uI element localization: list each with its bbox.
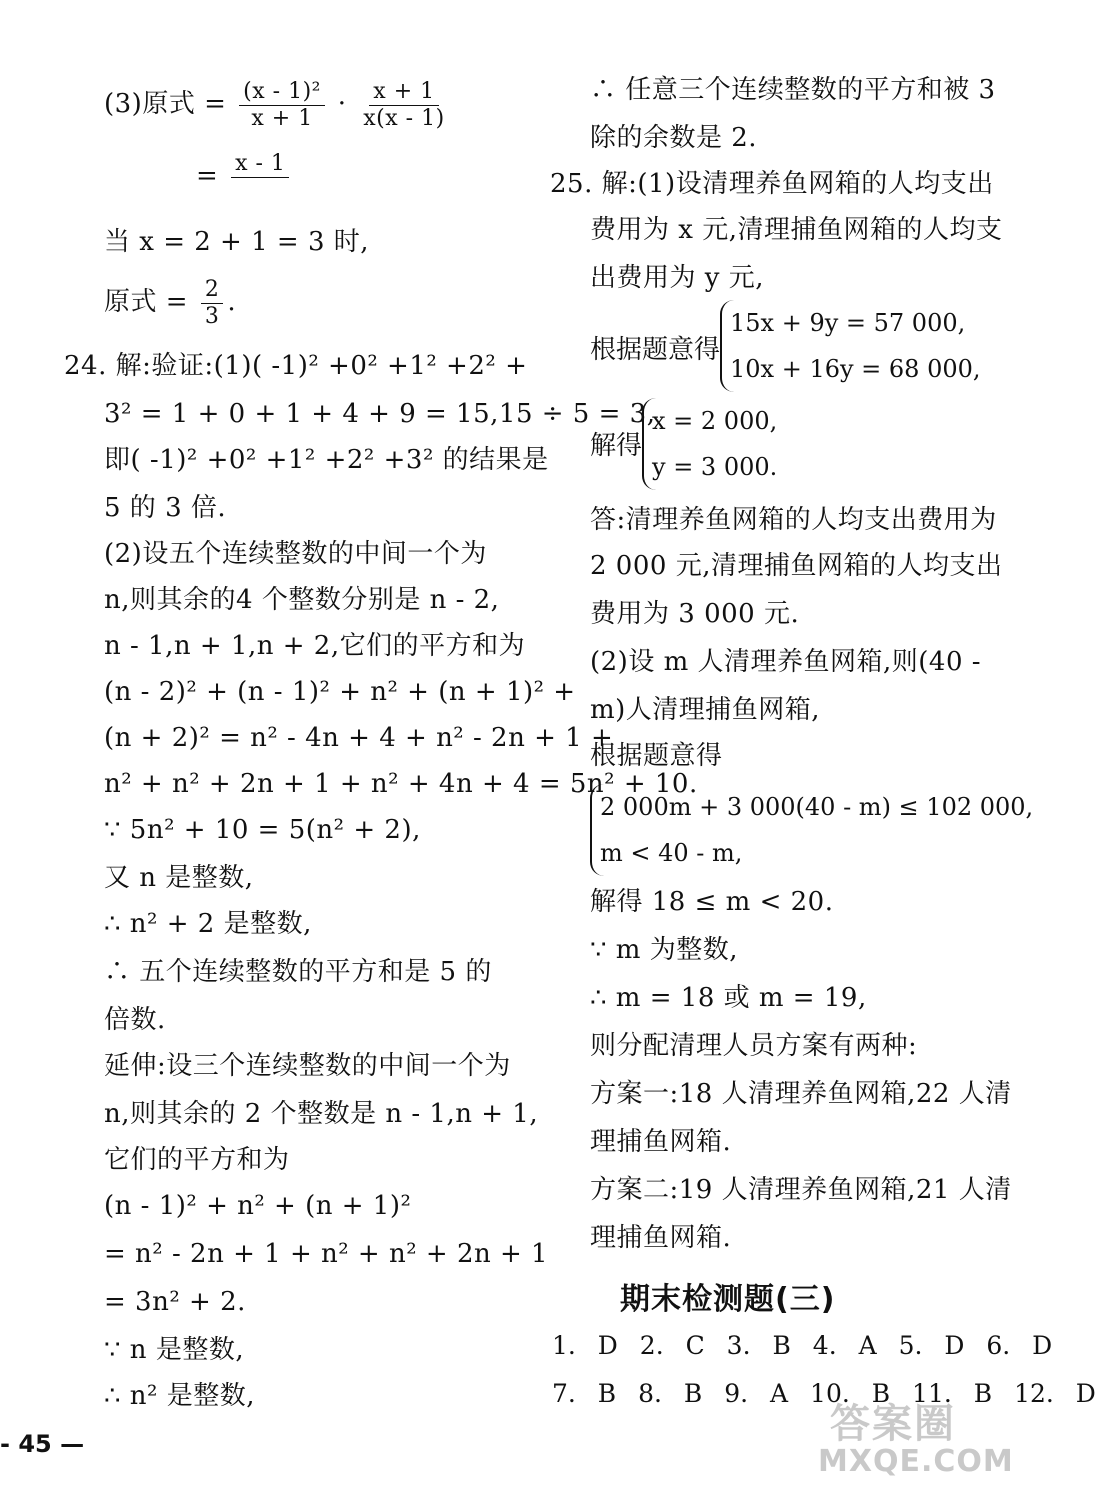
system-2-label: 解得 — [590, 431, 643, 461]
q25-plan-1a: 方案一:18 人清理养鱼网箱,22 人清 — [590, 1079, 1012, 1109]
q25-answer-3: 费用为 3 000 元. — [590, 599, 800, 629]
q25-line-3: 出费用为 y 元, — [590, 263, 764, 293]
r-line-2: 除的余数是 2. — [590, 123, 758, 153]
q25-part2-3: 根据题意得 — [590, 741, 723, 771]
section-title: 期末检测题(三) — [620, 1282, 836, 1317]
answers-row-2: 7. B 8. B 9. A 10. B 11. B 12. D — [552, 1379, 1096, 1408]
inequality-2: m < 40 - m, — [600, 839, 743, 867]
q25-solve: 解得 18 ≤ m < 20. — [590, 887, 834, 917]
q23-fraction-2: $\frac{x + 1}{x(x - 1)}$ — [363, 78, 445, 131]
q24-line-22: ∵ n 是整数, — [104, 1335, 245, 1365]
q24-line-2: 3² = 1 + 0 + 1 + 4 + 9 = 15,15 ÷ 5 = 3, — [104, 399, 656, 429]
q25-plans-intro: 则分配清理人员方案有两种: — [590, 1031, 918, 1061]
watermark-line-2: MXQE.COM — [818, 1444, 1014, 1479]
system-1-label: 根据题意得 — [590, 335, 721, 365]
q25-plan-2b: 理捕鱼网箱. — [590, 1223, 732, 1253]
watermark-logo — [800, 1390, 1014, 1488]
q25-line-2: 费用为 x 元,清理捕鱼网箱的人均支 — [590, 215, 1003, 245]
q23-substitution: 当 x = 2 + 1 = 3 时, — [104, 227, 370, 257]
q23-fraction-3: x - 1 — [231, 151, 289, 204]
q24-line-6: n,则其余的4 个整数分别是 n - 2, — [104, 585, 500, 615]
q25-answer-1: 答:清理养鱼网箱的人均支出费用为 — [590, 505, 997, 535]
inequality-1: 2 000m + 3 000(40 - m) ≤ 102 000, — [600, 793, 1034, 821]
q24-line-1: 24. 解:验证:(1)( -1)² +0² +1² +2² + — [64, 351, 528, 381]
q25-plan-1b: 理捕鱼网箱. — [590, 1127, 732, 1157]
q25-answer-2: 2 000 元,清理捕鱼网箱的人均支出 — [590, 551, 1003, 581]
q23-label: (3)原式 = — [104, 89, 227, 119]
q24-line-15: 倍数. — [104, 1005, 166, 1035]
q25-therefore: ∴ m = 18 或 m = 19, — [590, 983, 867, 1013]
q25-line-1: 25. 解:(1)设清理养鱼网箱的人均支出 — [550, 169, 994, 199]
system-1-eq-1: 15x + 9y = 57 000, — [730, 309, 966, 337]
q24-line-13: ∴ n² + 2 是整数, — [104, 909, 312, 939]
q25-because: ∵ m 为整数, — [590, 935, 738, 965]
system-2-eq-1: x = 2 000, — [652, 407, 778, 435]
q24-line-11: ∵ 5n² + 10 = 5(n² + 2), — [104, 815, 421, 845]
r-line-1: ∴ 任意三个连续整数的平方和被 3 — [590, 75, 996, 105]
q25-part2-1: (2)设 m 人清理养鱼网箱,则(40 - — [590, 647, 982, 677]
q24-line-8: (n - 2)² + (n - 1)² + n² + (n + 1)² + — [104, 677, 576, 707]
q23-result: 原式 = $\frac{2}{3}$ . — [104, 276, 237, 329]
q24-line-19: (n - 1)² + n² + (n + 1)² — [104, 1191, 412, 1221]
inequality-system — [590, 784, 1033, 876]
q25-plan-2a: 方案二:19 人清理养鱼网箱,21 人清 — [590, 1175, 1012, 1205]
q24-line-7: n - 1,n + 1,n + 2,它们的平方和为 — [104, 631, 526, 661]
watermark-line-1: 答案圈 — [830, 1401, 956, 1447]
q24-line-5: (2)设五个连续整数的中间一个为 — [104, 539, 487, 569]
page-number: - 45 — — [0, 1430, 85, 1458]
q24-line-9: (n + 2)² = n² - 4n + 4 + n² - 2n + 1 + — [104, 723, 614, 753]
q24-line-14: ∴ 五个连续整数的平方和是 5 的 — [104, 957, 492, 987]
q24-line-21: = 3n² + 2. — [104, 1287, 246, 1317]
q24-line-12: 又 n 是整数, — [104, 863, 254, 893]
system-2-eq-2: y = 3 000. — [652, 453, 778, 481]
q24-line-18: 它们的平方和为 — [104, 1145, 290, 1175]
q23-part3-line: (3)原式 = $\frac{\text{(x - 1)²}}{x + 1}$ · $\frac{x + 1}{x(x - 1)}$ — [104, 78, 453, 132]
q24-line-20: = n² - 2n + 1 + n² + n² + 2n + 1 — [104, 1239, 549, 1269]
q23-simplified: = x - 1 — [196, 150, 293, 204]
q24-line-4: 5 的 3 倍. — [104, 493, 227, 523]
q24-line-10: n² + n² + 2n + 1 + n² + 4n + 4 = 5n² + 10. — [104, 769, 698, 799]
q23-fraction-1: $\frac{\text{(x - 1)²}}{x + 1}$ — [239, 79, 325, 132]
equation-system-1 — [720, 300, 981, 392]
equation-system-2 — [642, 398, 777, 490]
q24-line-23: ∴ n² 是整数, — [104, 1381, 256, 1411]
q23-result-fraction: $\frac{2}{3}$ — [201, 277, 224, 330]
q24-line-17: n,则其余的 2 个整数是 n - 1,n + 1, — [104, 1099, 539, 1129]
system-1-eq-2: 10x + 16y = 68 000, — [730, 355, 981, 383]
q24-line-3: 即( -1)² +0² +1² +2² +3² 的结果是 — [104, 445, 549, 475]
answers-row-1: 1. D 2. C 3. B 4. A 5. D 6. D — [552, 1331, 1053, 1360]
q24-line-16: 延伸:设三个连续整数的中间一个为 — [104, 1051, 511, 1081]
q25-part2-2: m)人清理捕鱼网箱, — [590, 695, 821, 725]
